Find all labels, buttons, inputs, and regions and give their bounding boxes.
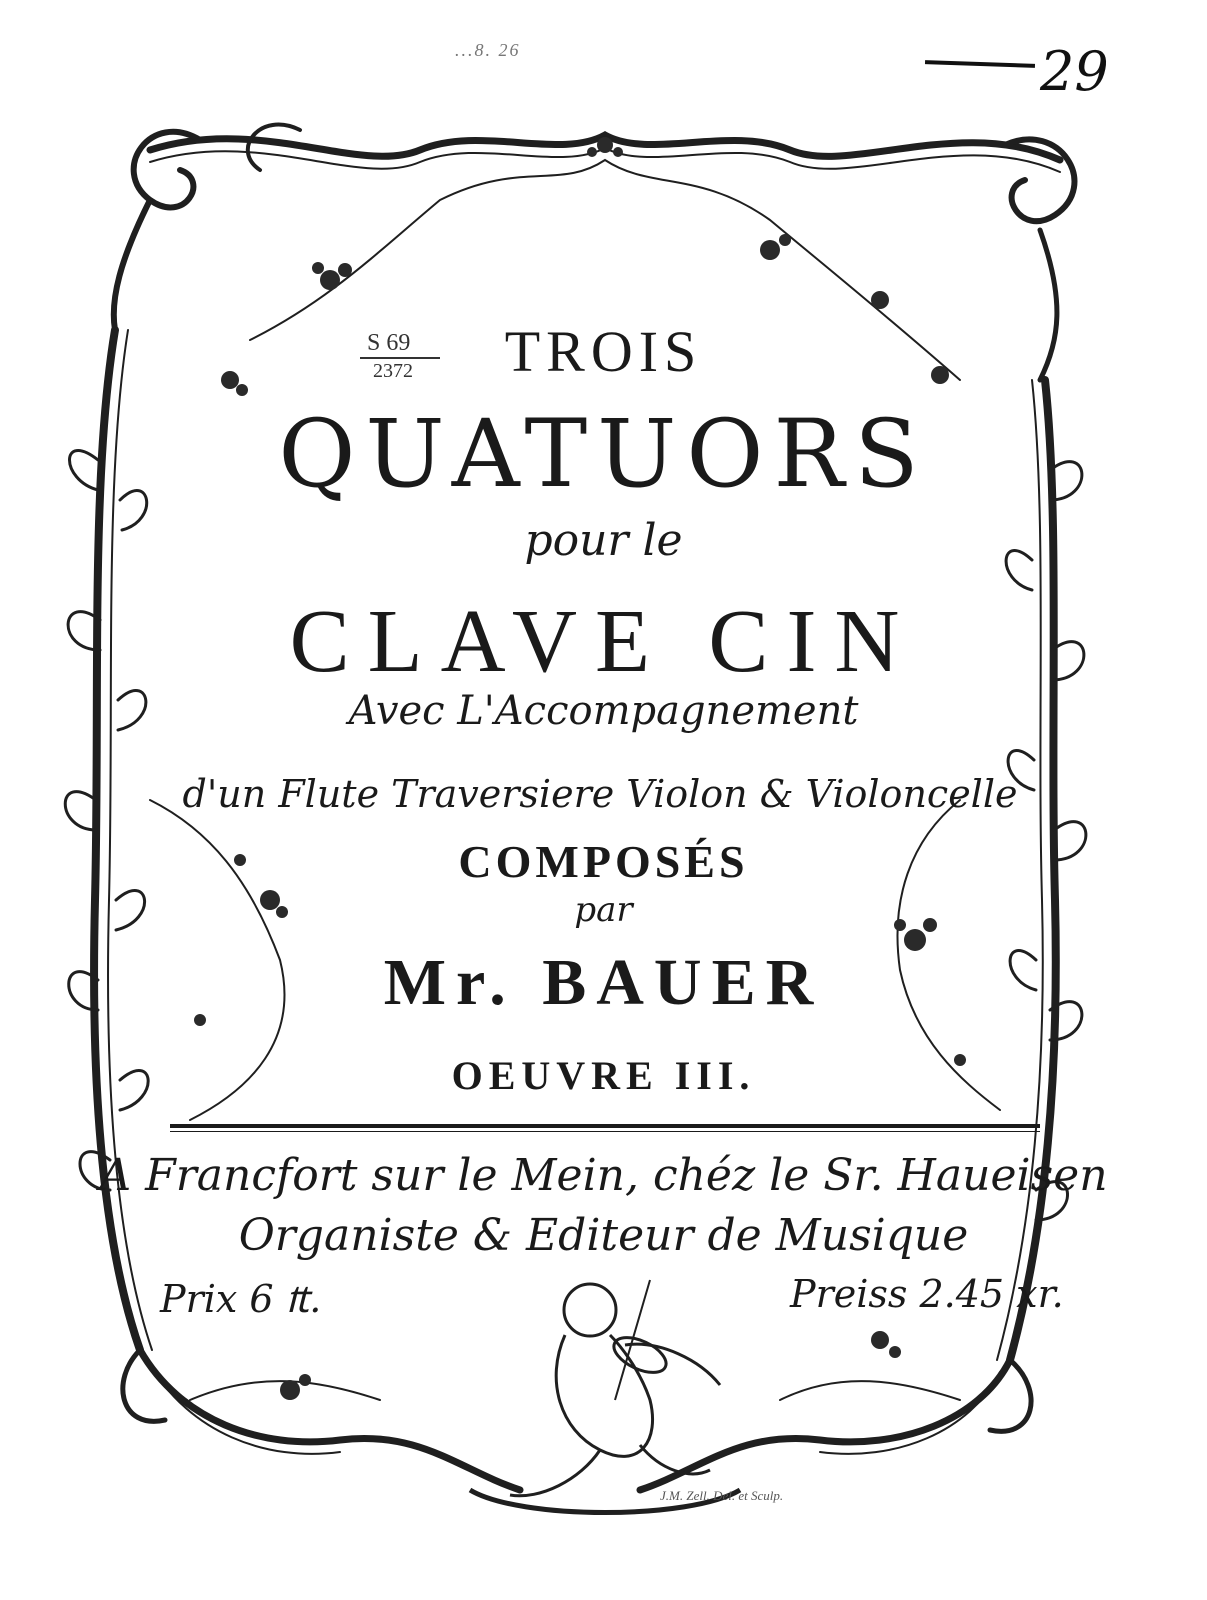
imprint-role: Organiste & Editeur de Musique — [238, 1210, 969, 1261]
folio-number: 29 — [1040, 40, 1109, 103]
title-quatuors: QUATUORS — [278, 400, 929, 509]
engraver-credit: J.M. Zell. Del. et Sculp. — [660, 1488, 784, 1503]
title-composes: COMPOSÉS — [458, 836, 749, 887]
double-rule-thin — [170, 1131, 1040, 1132]
price-kreuzer: Preiss 2.45 xr. — [790, 1272, 1064, 1316]
composer-name: Mr. BAUER — [383, 946, 824, 1019]
title-par: par — [574, 890, 633, 930]
title-instruments: d'un Flute Traversiere Violon & Violoncelle — [182, 772, 1018, 816]
top-pencil-note: ...8. 26 — [455, 40, 521, 60]
title-clavecin: CLAVE CIN — [289, 592, 918, 691]
opus-number: OEUVRE III. — [451, 1053, 756, 1098]
price-livres: Prix 6 ₶. — [160, 1277, 322, 1321]
double-rule-thick — [170, 1124, 1040, 1128]
title-trois: TROIS — [504, 319, 703, 384]
shelfmark-top: S 69 — [367, 330, 411, 356]
imprint-publisher: A Francfort sur le Mein, chéz le Sr. Haueisen — [99, 1150, 1108, 1201]
title-accompaniment: Avec L'Accompagnement — [348, 688, 859, 734]
title-pour-le: pour le — [524, 515, 683, 566]
shelfmark-bottom: 2372 — [373, 360, 413, 382]
